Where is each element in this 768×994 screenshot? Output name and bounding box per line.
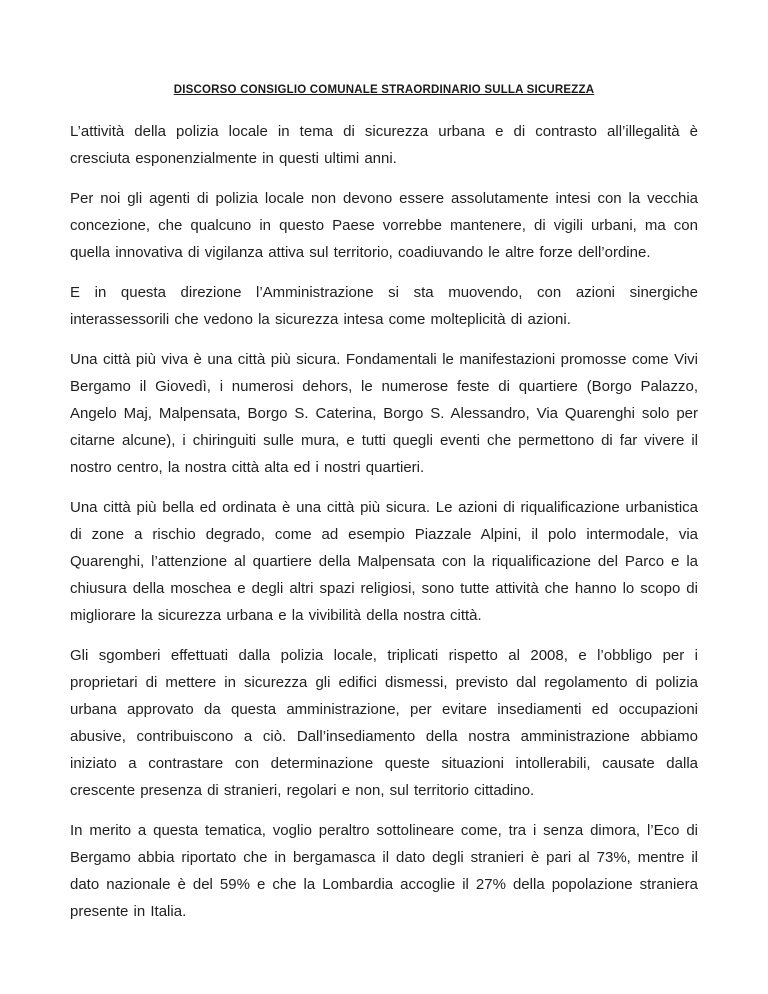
paragraph: L’attività della polizia locale in tema di sicurezza urbana e di contrasto all’illegalità è cresciuta esponenzialmente in questi ultimi anni. bbox=[70, 123, 698, 167]
paragraph: Gli sgomberi effettuati dalla polizia locale, triplicati rispetto al 2008, e l’obbligo per i proprietari di mettere in sicurezza gli edifici dismessi, previsto dal regolamento di polizia urbana approvato da questa amministrazione, per evitare insediamenti ed occupazioni abusive, contribuiscono a ciò. Dall’insediamento della nostra amministrazione abbiamo iniziato a contrastare con determinazione queste situazioni intollerabili, causate dalla crescente presenza di stranieri, regolari e non, sul territorio cittadino. bbox=[70, 647, 698, 799]
paragraph: Una città più viva è una città più sicura. Fondamentali le manifestazioni promosse come Vivi Bergamo il Giovedì, i numerosi dehors, le numerose feste di quartiere (Borgo Palazzo, Angelo Maj, Malpensata, Borgo S. Caterina, Borgo S. Alessandro, Via Quarenghi solo per citarne alcune), i chiringuiti sulle mura, e tutti quegli eventi che permettono di far vivere il nostro centro, la nostra città alta ed i nostri quartieri. bbox=[70, 351, 698, 476]
document-title: DISCORSO CONSIGLIO COMUNALE STRAORDINARIO SULLA SICUREZZA bbox=[173, 84, 595, 96]
paragraph: Una città più bella ed ordinata è una città più sicura. Le azioni di riqualificazione urbanistica di zone a rischio degrado, come ad esempio Piazzale Alpini, il polo intermodale, via Quarenghi, l’attenzione al quartiere della Malpensata con la riqualificazione del Parco e la chiusura della moschea e degli altri spazi religiosi, sono tutte attività che hanno lo scopo di migliorare la sicurezza urbana e la vivibilità della nostra città. bbox=[70, 499, 698, 624]
paragraph: Per noi gli agenti di polizia locale non devono essere assolutamente intesi con la vecchia concezione, che qualcuno in questo Paese vorrebbe mantenere, di vigili urbani, ma con quella innovativa di vigilanza attiva sul territorio, coadiuvando le altre forze dell’ordine. bbox=[70, 190, 698, 261]
paragraph: E in questa direzione l’Amministrazione si sta muovendo, con azioni sinergiche interassessorili che vedono la sicurezza intesa come molteplicità di azioni. bbox=[70, 284, 698, 328]
paragraph: In merito a questa tematica, voglio peraltro sottolineare come, tra i senza dimora, l’Eco di Bergamo abbia riportato che in bergamasca il dato degli stranieri è pari al 73%, mentre il dato nazionale è del 59% e che la Lombardia accoglie il 27% della popolazione straniera presente in Italia. bbox=[70, 822, 698, 920]
